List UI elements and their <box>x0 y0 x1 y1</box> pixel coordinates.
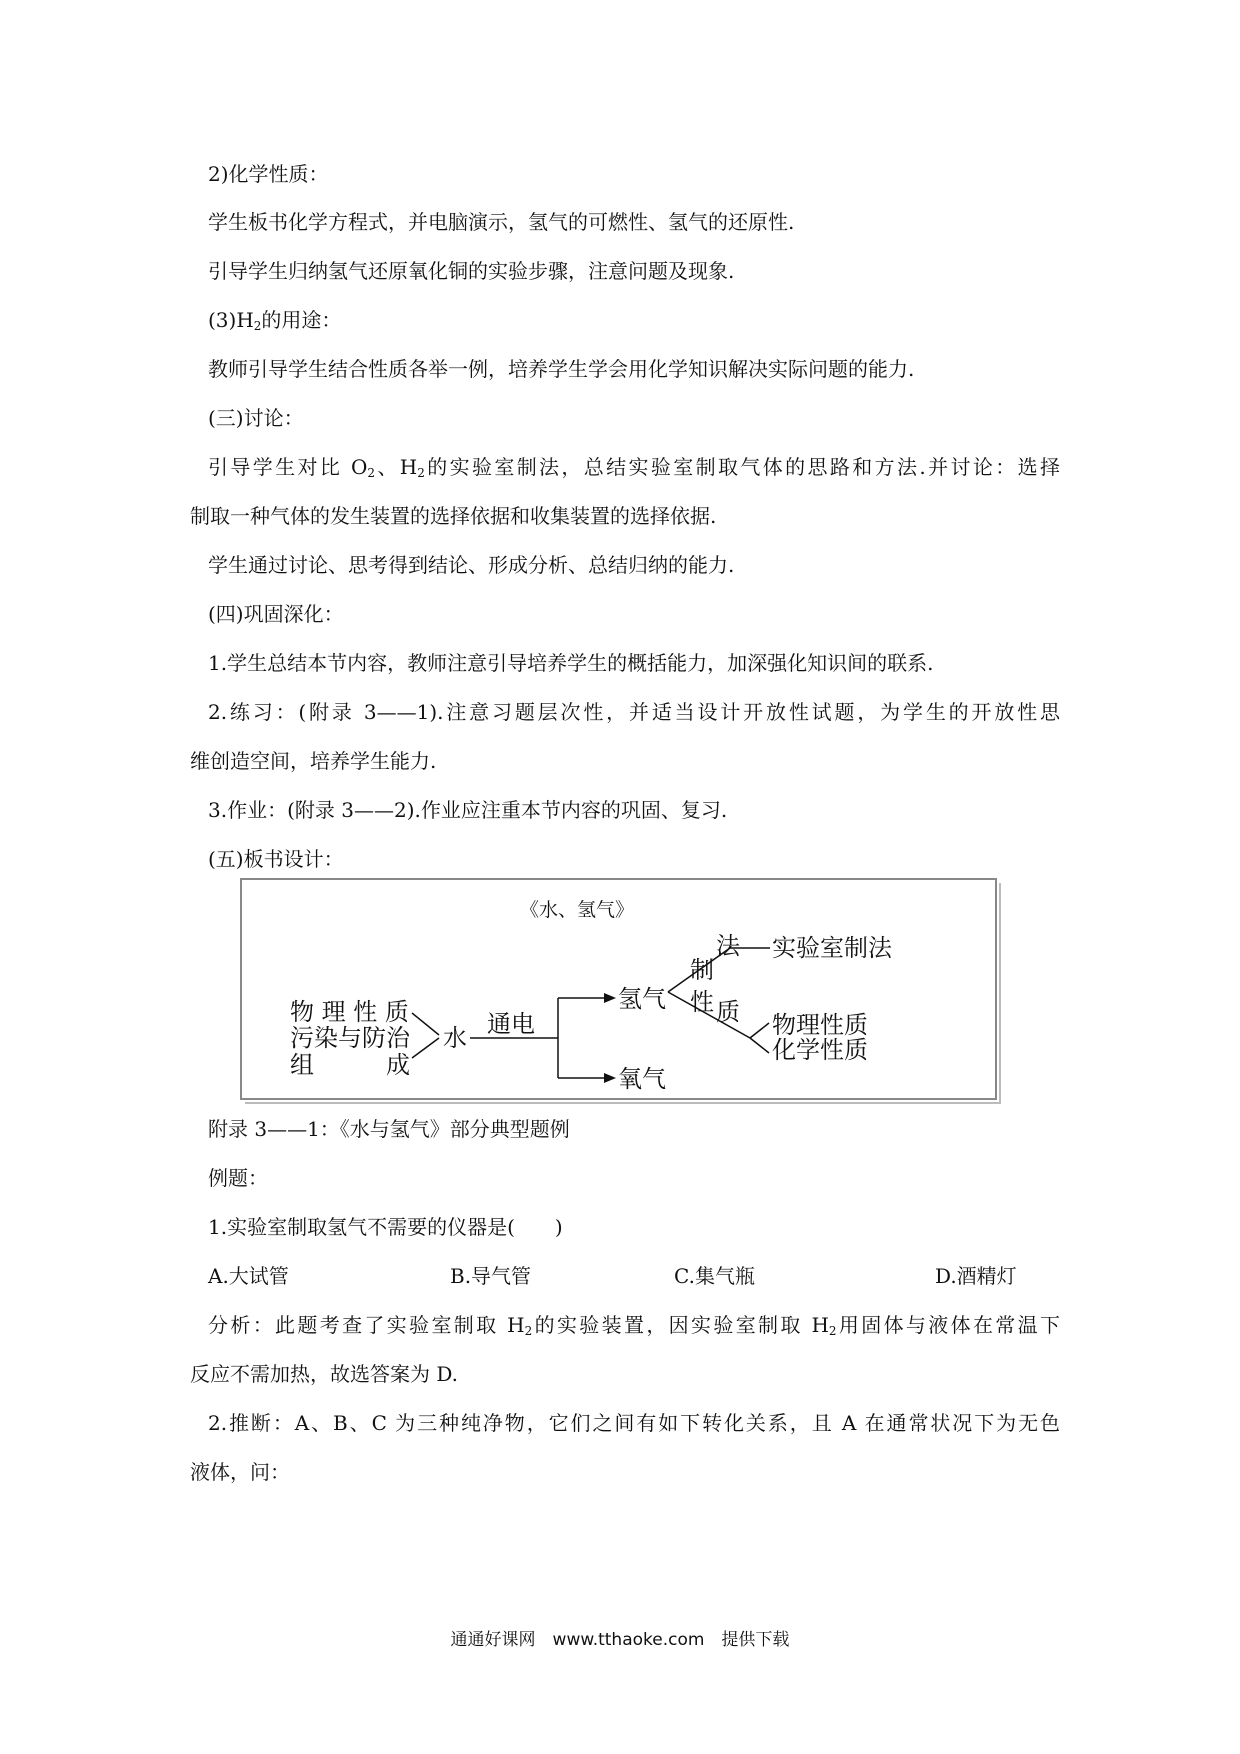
paragraph: 制取一种气体的发生装置的选择依据和收集装置的选择依据. <box>190 504 717 528</box>
diagram-zhi2: 质 <box>716 998 740 1026</box>
paragraph: 2.推断：A、B、C 为三种纯净物，它们之间有如下转化关系，且 A 在通常状况下为无色 <box>208 1411 1060 1435</box>
paragraph <box>208 1313 1060 1337</box>
arrow-head <box>604 993 616 1003</box>
text-segment: 、H <box>375 455 418 479</box>
diagram-fa: 法 <box>716 932 740 960</box>
text-segment: (3)H <box>208 308 254 332</box>
diagram-hydrogen: 氢气 <box>618 985 666 1013</box>
paragraph: (五)板书设计： <box>208 847 344 871</box>
diagram-water: 水 <box>443 1024 467 1052</box>
paragraph: 1.学生总结本节内容，教师注意引导培养学生的概括能力，加深强化知识间的联系. <box>208 651 934 675</box>
text-segment: 的实验室制法，总结实验室制取气体的思路和方法.并讨论：选择 <box>424 455 1060 479</box>
bracket-line <box>750 1023 769 1038</box>
bracket-line <box>412 1013 439 1035</box>
diagram-chemical: 化学性质 <box>772 1036 868 1064</box>
diagram-left-label: 污染与防治 <box>290 1024 410 1052</box>
subscript: 2 <box>367 466 375 480</box>
paragraph: 反应不需加热，故选答案为 D. <box>190 1362 459 1386</box>
bracket-line <box>412 1038 439 1058</box>
paragraph: (四)巩固深化： <box>208 602 344 626</box>
paragraph: 液体，问： <box>190 1460 290 1484</box>
paragraph: 教师引导学生结合性质各举一例，培养学生学会用化学知识解决实际问题的能力. <box>208 357 915 381</box>
text-segment: 分析：此题考查了实验室制取 H <box>208 1313 525 1337</box>
diagram-xing: 性 <box>690 988 714 1016</box>
paragraph: 3.作业：(附录 3——2).作业应注重本节内容的巩固、复习. <box>208 798 728 822</box>
bracket-line <box>750 1038 769 1053</box>
text-segment: 引导学生对比 O <box>208 455 368 479</box>
subscript: 2 <box>417 466 425 480</box>
diagram-title: 《水、氢气》 <box>519 899 635 921</box>
diagram-physical: 物理性质 <box>772 1011 868 1039</box>
arrow-head <box>604 1073 616 1083</box>
paragraph: 维创造空间，培养学生能力. <box>190 749 437 773</box>
paragraph: 学生通过讨论、思考得到结论、形成分析、总结归纳的能力. <box>208 553 735 577</box>
subscript: 2 <box>828 1324 837 1338</box>
paragraph: 附录 3——1：《水与氢气》部分典型题例 <box>208 1117 570 1141</box>
option-a: A.大试管 <box>208 1264 289 1288</box>
paragraph: 引导学生归纳氢气还原氧化铜的实验步骤，注意问题及现象. <box>208 259 735 283</box>
diagram-oxygen: 氧气 <box>618 1065 666 1093</box>
diagram-zhi: 制 <box>690 956 714 984</box>
paragraph: 例题： <box>208 1166 268 1190</box>
diagram-left-label: 组 成 <box>290 1051 410 1079</box>
question: 1.实验室制取氢气不需要的仪器是( ) <box>208 1215 563 1239</box>
diagram-lab-method: 实验室制法 <box>772 934 892 962</box>
paragraph <box>208 308 341 332</box>
page-footer: 通通好课网 www.tthaoke.com 提供下载 <box>450 1630 790 1650</box>
subscript: 2 <box>524 1324 533 1338</box>
subscript: 2 <box>253 319 262 333</box>
blackboard-diagram <box>240 878 997 1100</box>
diagram-left-label: 物 理 性 质 <box>290 998 409 1026</box>
option-d: D.酒精灯 <box>935 1264 1017 1288</box>
diagram-svg <box>242 880 995 1098</box>
paragraph: (三)讨论： <box>208 406 304 430</box>
paragraph: 学生板书化学方程式，并电脑演示，氢气的可燃性、氢气的还原性. <box>208 210 795 234</box>
option-b: B.导气管 <box>450 1264 532 1288</box>
paragraph: 2)化学性质： <box>208 162 329 186</box>
text-segment: 的用途： <box>261 308 342 332</box>
text-segment: 的实验装置，因实验室制取 H <box>532 1313 829 1337</box>
text-segment: 用固体与液体在常温下 <box>836 1313 1060 1337</box>
paragraph: 2.练习：(附录 3——1).注意习题层次性，并适当设计开放性试题，为学生的开放性思 <box>208 700 1060 724</box>
paragraph <box>208 455 1060 479</box>
option-c: C.集气瓶 <box>674 1264 755 1288</box>
diagram-electrolysis: 通电 <box>487 1010 535 1038</box>
